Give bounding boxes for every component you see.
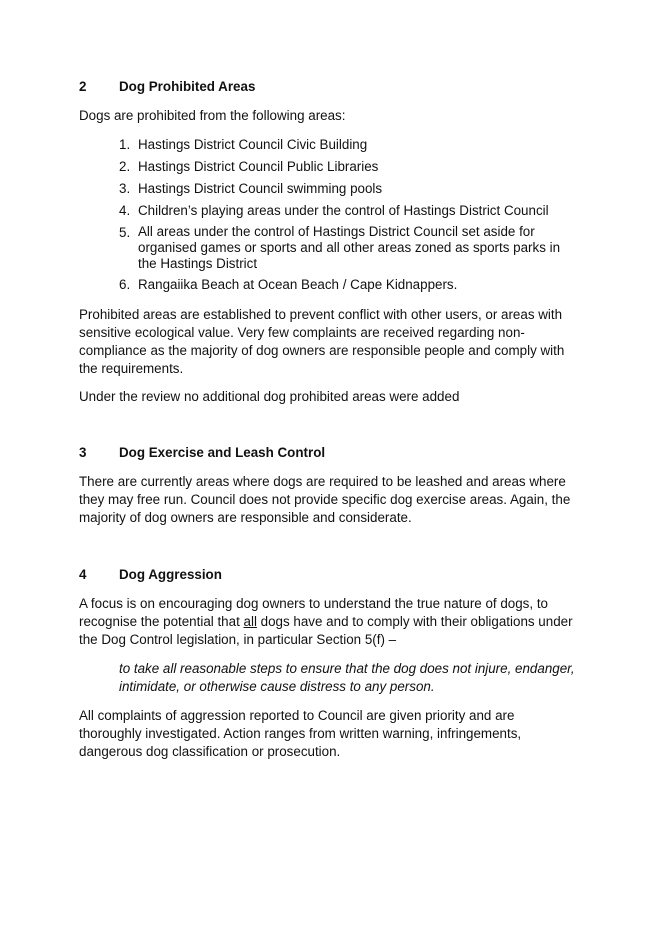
section-4-paragraph-1 [79,595,579,649]
list-item [119,276,579,294]
list-text: Hastings District Council swimming pools [138,181,383,196]
list-item [119,202,579,220]
list-number: 1. [119,137,131,152]
text-run: A focus is on encouraging dog owners to understand the true nature of dogs, to recognise the potential that [79,596,548,629]
section-number: 3 [79,445,87,460]
section-title: Dog Prohibited Areas [119,79,256,94]
list-text: Hastings District Council Civic Building [138,137,368,152]
legislation-quote: to take all reasonable steps to ensure that the dog does not injure, endanger, intimidate, or otherwise cause distress to any person. [119,661,575,694]
list-number: 3. [119,181,131,196]
list-number: 6. [119,277,131,292]
section-number: 4 [79,567,87,582]
list-text: Children’s playing areas under the control of Hastings District Council [138,203,549,218]
section-4-heading [79,566,579,584]
list-number: 4. [119,203,131,218]
list-text: Hastings District Council Public Libraries [138,159,379,174]
section-2-paragraph-2: Under the review no additional dog prohibited areas were added [79,389,460,404]
list-item [119,158,579,176]
section-3-heading [79,444,579,462]
list-number: 2. [119,159,131,174]
underlined-word: all [243,614,257,629]
section-3-paragraph-1: There are currently areas where dogs are required to be leashed and areas where they may free run. Council does not provide specific dog exercise areas. Again, the majority of dog owners are responsible and considerate. [79,474,571,525]
list-number: 5. [119,225,131,240]
section-2-intro: Dogs are prohibited from the following areas: [79,108,346,123]
prohibited-areas-list [79,136,579,294]
list-item [119,136,579,154]
list-text: Rangaiika Beach at Ocean Beach / Cape Kidnappers. [138,277,458,292]
text-run: dogs have and to comply with their obligations under the Dog Control legislation, in particular Section 5(f) – [79,614,573,647]
section-title: Dog Exercise and Leash Control [119,445,326,460]
section-2-heading [79,78,579,96]
list-item [119,180,579,198]
section-number: 2 [79,79,87,94]
document-page [79,78,579,761]
section-2-paragraph-1: Prohibited areas are established to prevent conflict with other users, or areas with sensitive ecological value. Very few complaints are received regarding non-compliance as the majority of dog owners are responsible people and comply with the requirements. [79,307,565,376]
section-title: Dog Aggression [119,567,222,582]
section-4-paragraph-2: All complaints of aggression reported to Council are given priority and are thoroughly investigated. Action ranges from written warning, infringements, dangerous dog classification or prosecution. [79,708,522,759]
list-item [119,224,579,272]
list-text: All areas under the control of Hastings District Council set aside for organised games or sports and all other areas zoned as sports parks in the Hastings District [138,224,561,271]
